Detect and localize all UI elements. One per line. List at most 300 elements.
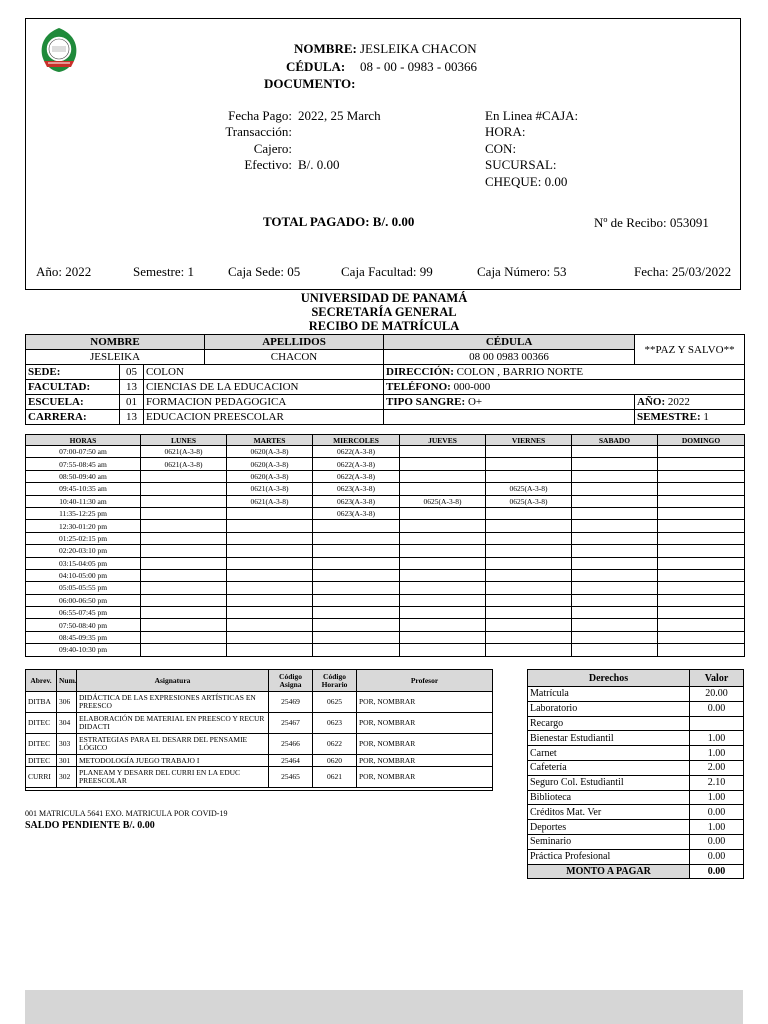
schedule-cell <box>486 607 572 619</box>
schedule-cell <box>313 582 400 594</box>
fee-value: 0.00 <box>690 701 744 716</box>
schedule-cell <box>400 470 486 482</box>
schedule-cell <box>658 582 745 594</box>
subject-header: Código Horario <box>313 670 357 692</box>
saldo-pendiente: SALDO PENDIENTE B/. 0.00 <box>25 820 155 831</box>
fee-value: 1.00 <box>690 746 744 761</box>
fee-row <box>528 746 744 761</box>
schedule-row <box>26 458 745 470</box>
fees-header-derechos: Derechos <box>528 670 690 687</box>
schedule-cell <box>572 619 658 631</box>
schedule-time: 01:25-02:15 pm <box>26 532 141 544</box>
fee-value: 20.00 <box>690 687 744 702</box>
schedule-cell <box>658 520 745 532</box>
schedule-cell <box>572 631 658 643</box>
subject-num: 304 <box>57 713 77 734</box>
schedule-row <box>26 470 745 482</box>
fee-row <box>528 775 744 790</box>
schedule-time: 02:20-03:10 pm <box>26 545 141 557</box>
schedule-row <box>26 644 745 656</box>
schedule-cell: 0625(A-3-8) <box>486 483 572 495</box>
title-secretaria: SECRETARÍA GENERAL <box>311 305 457 319</box>
schedule-header: MIERCOLES <box>313 435 400 446</box>
schedule-cell <box>572 644 658 656</box>
subject-abrev: DITEC <box>26 734 57 755</box>
escuela-value: FORMACION PEDAGOGICA <box>144 395 384 410</box>
schedule-cell: 0621(A-3-8) <box>141 446 227 458</box>
schedule-row <box>26 507 745 519</box>
schedule-cell <box>141 607 227 619</box>
schedule-time: 06:55-07:45 pm <box>26 607 141 619</box>
schedule-row <box>26 446 745 458</box>
fee-name: Seguro Col. Estudiantil <box>528 775 690 790</box>
schedule-cell <box>400 582 486 594</box>
schedule-time: 08:50-09:40 am <box>26 470 141 482</box>
telefono-label: TELÉFONO: <box>386 381 451 393</box>
fee-value <box>690 716 744 731</box>
sede-label: SEDE: <box>26 365 120 380</box>
schedule-cell <box>227 594 313 606</box>
schedule-cell <box>658 545 745 557</box>
header-nombre: NOMBRE <box>26 335 205 350</box>
matricula-note: 001 MATRICULA 5641 EXO. MATRICULA POR COVID-19 <box>25 809 228 818</box>
schedule-time: 06:00-06:50 pm <box>26 594 141 606</box>
schedule-time: 05:05-05:55 pm <box>26 582 141 594</box>
sangre-label: TIPO SANGRE: <box>386 396 466 408</box>
subject-abrev: DITEC <box>26 713 57 734</box>
schedule-cell <box>486 520 572 532</box>
schedule-cell <box>227 532 313 544</box>
subject-profesor: POR, NOMBRAR <box>357 767 493 788</box>
carrera-code: 13 <box>120 410 144 425</box>
schedule-cell <box>486 545 572 557</box>
hora-label: HORA: <box>485 124 526 139</box>
schedule-cell <box>313 532 400 544</box>
subject-codigo-asigna: 25467 <box>269 713 313 734</box>
schedule-cell <box>486 582 572 594</box>
schedule-row <box>26 607 745 619</box>
subject-abrev: CURRI <box>26 767 57 788</box>
schedule-cell <box>400 507 486 519</box>
schedule-cell <box>141 594 227 606</box>
schedule-time: 03:15-04:05 pm <box>26 557 141 569</box>
title-university: UNIVERSIDAD DE PANAMÁ <box>300 291 468 305</box>
schedule-row <box>26 483 745 495</box>
fee-name: Créditos Mat. Ver <box>528 805 690 820</box>
schedule-row <box>26 594 745 606</box>
subject-asignatura: DIDÁCTICA DE LAS EXPRESIONES ARTÍSTICAS EN PREESCO <box>77 692 269 713</box>
schedule-cell: 0622(A-3-8) <box>313 470 400 482</box>
schedule-cell <box>400 483 486 495</box>
subject-asignatura: PLANEAM Y DESARR DEL CURRI EN LA EDUC PREESCOLAR <box>77 767 269 788</box>
subject-header: Num. <box>57 670 77 692</box>
fee-name: Carnet <box>528 746 690 761</box>
schedule-cell <box>400 545 486 557</box>
student-cedula: 08 00 0983 00366 <box>384 350 635 365</box>
cedula-label: CÉDULA: <box>286 59 346 74</box>
schedule-row <box>26 619 745 631</box>
facultad-value: CIENCIAS DE LA EDUCACION <box>144 380 384 395</box>
recibo-number: Nº de Recibo: 053091 <box>594 215 709 230</box>
schedule-cell <box>486 594 572 606</box>
schedule-cell <box>141 557 227 569</box>
schedule-cell <box>658 607 745 619</box>
subject-header: Asignatura <box>77 670 269 692</box>
con-label: CON: <box>485 141 517 156</box>
subject-row <box>26 692 493 713</box>
schedule-cell <box>141 507 227 519</box>
schedule-time: 09:40-10:30 pm <box>26 644 141 656</box>
subject-profesor: POR, NOMBRAR <box>357 755 493 767</box>
schedule-header: VIERNES <box>486 435 572 446</box>
schedule-cell: 0622(A-3-8) <box>313 446 400 458</box>
anio-label: AÑO: <box>637 396 666 408</box>
header-cedula: CÉDULA <box>384 335 635 350</box>
schedule-cell <box>400 458 486 470</box>
subject-codigo-horario: 0621 <box>313 767 357 788</box>
escuela-code: 01 <box>120 395 144 410</box>
schedule-cell <box>400 644 486 656</box>
caja-numero-value: Caja Número: 53 <box>477 264 567 279</box>
fee-value: 0.00 <box>690 834 744 849</box>
subject-num: 303 <box>57 734 77 755</box>
fee-name: Seminario <box>528 834 690 849</box>
schedule-cell <box>313 520 400 532</box>
header-apellidos: APELLIDOS <box>205 335 384 350</box>
schedule-cell <box>227 631 313 643</box>
subject-num: 306 <box>57 692 77 713</box>
schedule-cell <box>658 644 745 656</box>
schedule-time: 04:10-05:00 pm <box>26 569 141 581</box>
schedule-cell <box>141 545 227 557</box>
schedule-cell: 0621(A-3-8) <box>227 483 313 495</box>
subject-abrev: DITEC <box>26 755 57 767</box>
schedule-cell <box>141 532 227 544</box>
schedule-cell <box>313 545 400 557</box>
schedule-header: DOMINGO <box>658 435 745 446</box>
fecha-value: Fecha: 25/03/2022 <box>634 264 732 279</box>
schedule-cell <box>227 520 313 532</box>
efectivo-label: Efectivo: <box>244 157 292 172</box>
subject-row <box>26 767 493 788</box>
schedule-row <box>26 631 745 643</box>
cedula-value: 08 - 00 - 0983 - 00366 <box>360 59 477 74</box>
schedule-cell <box>227 557 313 569</box>
schedule-cell: 0621(A-3-8) <box>227 495 313 507</box>
fee-name: Bienestar Estudiantil <box>528 731 690 746</box>
monto-a-pagar-label: MONTO A PAGAR <box>528 864 690 879</box>
fee-value: 1.00 <box>690 731 744 746</box>
schedule-cell <box>400 446 486 458</box>
schedule-time: 12:30-01:20 pm <box>26 520 141 532</box>
schedule-cell: 0625(A-3-8) <box>400 495 486 507</box>
schedule-cell: 0622(A-3-8) <box>313 458 400 470</box>
schedule-cell: 0620(A-3-8) <box>227 470 313 482</box>
direccion-label: DIRECCIÓN: <box>386 366 454 378</box>
schedule-header: SABADO <box>572 435 658 446</box>
documento-label: DOCUMENTO: <box>264 76 356 91</box>
sucursal-label: SUCURSAL: <box>485 157 557 172</box>
schedule-cell <box>400 520 486 532</box>
schedule-cell <box>313 619 400 631</box>
subject-abrev: DITBA <box>26 692 57 713</box>
schedule-cell <box>658 557 745 569</box>
schedule-cell <box>658 532 745 544</box>
schedule-cell <box>572 594 658 606</box>
schedule-cell <box>572 520 658 532</box>
schedule-cell <box>658 495 745 507</box>
fecha-pago-value: 2022, 25 March <box>298 108 381 123</box>
subject-codigo-asigna: 25466 <box>269 734 313 755</box>
schedule-time: 08:45-09:35 pm <box>26 631 141 643</box>
subject-profesor: POR, NOMBRAR <box>357 734 493 755</box>
schedule-row <box>26 495 745 507</box>
schedule-cell <box>313 594 400 606</box>
fee-row <box>528 834 744 849</box>
paz-y-salvo: **PAZ Y SALVO** <box>635 335 745 365</box>
schedule-cell <box>400 607 486 619</box>
escuela-label: ESCUELA: <box>26 395 120 410</box>
schedule-cell <box>227 507 313 519</box>
schedule-cell <box>400 594 486 606</box>
schedule-cell <box>658 594 745 606</box>
schedule-cell <box>572 582 658 594</box>
fee-row <box>528 731 744 746</box>
schedule-cell: 0623(A-3-8) <box>313 495 400 507</box>
schedule-time: 07:55-08:45 am <box>26 458 141 470</box>
title-recibo: RECIBO DE MATRÍCULA <box>308 319 460 333</box>
subject-asignatura: ELABORACIÓN DE MATERIAL EN PREESCO Y RECUR DIDACTI <box>77 713 269 734</box>
subject-codigo-horario: 0623 <box>313 713 357 734</box>
schedule-cell <box>313 569 400 581</box>
schedule-cell <box>572 470 658 482</box>
schedule-cell <box>572 507 658 519</box>
fees-table <box>527 669 744 879</box>
schedule-cell <box>658 569 745 581</box>
subject-asignatura: METODOLOGÍA JUEGO TRABAJO I <box>77 755 269 767</box>
semestre-value: Semestre: 1 <box>133 264 195 279</box>
schedule-cell <box>227 569 313 581</box>
schedule-cell <box>658 631 745 643</box>
subject-codigo-asigna: 25469 <box>269 692 313 713</box>
schedule-cell <box>658 446 745 458</box>
schedule-row <box>26 557 745 569</box>
schedule-cell <box>658 619 745 631</box>
monto-a-pagar-value: 0.00 <box>690 864 744 879</box>
schedule-cell <box>572 483 658 495</box>
fee-name: Recargo <box>528 716 690 731</box>
subject-codigo-horario: 0625 <box>313 692 357 713</box>
footer-band <box>25 990 743 1024</box>
schedule-cell <box>658 507 745 519</box>
fee-row <box>528 805 744 820</box>
schedule-cell <box>141 520 227 532</box>
total-pagado: TOTAL PAGADO: B/. 0.00 <box>263 214 415 229</box>
fee-value: 0.00 <box>690 805 744 820</box>
schedule-time: 07:00-07:50 am <box>26 446 141 458</box>
fee-row <box>528 760 744 775</box>
schedule-cell <box>572 569 658 581</box>
schedule-cell <box>141 495 227 507</box>
subject-profesor: POR, NOMBRAR <box>357 692 493 713</box>
schedule-cell <box>141 582 227 594</box>
schedule-cell <box>572 446 658 458</box>
semestre-label: SEMESTRE: <box>637 411 701 423</box>
schedule-cell <box>658 483 745 495</box>
schedule-time: 09:45-10:35 am <box>26 483 141 495</box>
schedule-cell <box>486 507 572 519</box>
subject-asignatura: ESTRATEGIAS PARA EL DESARR DEL PENSAMIE LÓGICO <box>77 734 269 755</box>
schedule-cell <box>227 545 313 557</box>
schedule-header: MARTES <box>227 435 313 446</box>
fecha-pago-label: Fecha Pago: <box>228 108 292 123</box>
carrera-value: EDUCACION PREESCOLAR <box>144 410 384 425</box>
schedule-cell <box>486 644 572 656</box>
university-seal-icon <box>34 25 84 75</box>
fee-value: 2.00 <box>690 760 744 775</box>
subject-row <box>26 713 493 734</box>
schedule-cell <box>658 458 745 470</box>
schedule-cell <box>486 619 572 631</box>
fee-name: Cafetería <box>528 760 690 775</box>
caja-sede-value: Caja Sede: 05 <box>228 264 301 279</box>
schedule-cell <box>486 532 572 544</box>
carrera-label: CARRERA: <box>26 410 120 425</box>
fee-name: Biblioteca <box>528 790 690 805</box>
schedule-cell <box>572 532 658 544</box>
subject-row <box>26 734 493 755</box>
sede-value: COLON <box>144 365 384 380</box>
schedule-cell <box>313 644 400 656</box>
schedule-cell <box>400 631 486 643</box>
schedule-cell <box>141 470 227 482</box>
fee-value: 1.00 <box>690 790 744 805</box>
document-titles <box>0 291 768 333</box>
schedule-cell: 0620(A-3-8) <box>227 458 313 470</box>
schedule-cell <box>400 532 486 544</box>
schedule-cell <box>572 495 658 507</box>
subject-row <box>26 755 493 767</box>
cajero-label: Cajero: <box>253 141 292 156</box>
schedule-row <box>26 569 745 581</box>
en-linea-caja: En Linea #CAJA: <box>485 108 579 123</box>
schedule-cell <box>141 631 227 643</box>
schedule-cell <box>400 569 486 581</box>
facultad-code: 13 <box>120 380 144 395</box>
schedule-cell: 0625(A-3-8) <box>486 495 572 507</box>
subjects-table <box>25 669 493 791</box>
schedule-cell <box>572 545 658 557</box>
schedule-cell <box>313 557 400 569</box>
schedule-cell <box>400 619 486 631</box>
schedule-cell <box>227 644 313 656</box>
schedule-row <box>26 532 745 544</box>
schedule-cell <box>141 619 227 631</box>
fee-row <box>528 820 744 835</box>
schedule-cell: 0621(A-3-8) <box>141 458 227 470</box>
subject-codigo-horario: 0622 <box>313 734 357 755</box>
subject-codigo-horario: 0620 <box>313 755 357 767</box>
fee-row <box>528 716 744 731</box>
telefono-value: 000-000 <box>453 381 491 393</box>
schedule-cell <box>486 631 572 643</box>
subject-num: 301 <box>57 755 77 767</box>
student-nombre: JESLEIKA <box>26 350 205 365</box>
schedule-cell <box>141 569 227 581</box>
direccion-value: COLON , BARRIO NORTE <box>456 366 584 378</box>
nombre-label: NOMBRE: <box>294 41 357 56</box>
anio-value: Año: 2022 <box>36 264 92 279</box>
caja-facultad-value: Caja Facultad: 99 <box>341 264 433 279</box>
fee-row <box>528 849 744 864</box>
subject-codigo-asigna: 25464 <box>269 755 313 767</box>
cheque-value: CHEQUE: 0.00 <box>485 174 568 189</box>
fee-name: Deportes <box>528 820 690 835</box>
schedule-cell <box>486 446 572 458</box>
subject-header: Profesor <box>357 670 493 692</box>
schedule-cell <box>313 607 400 619</box>
fee-name: Práctica Profesional <box>528 849 690 864</box>
schedule-cell <box>141 483 227 495</box>
fees-header-valor: Valor <box>690 670 744 687</box>
subject-header: Código Asigna <box>269 670 313 692</box>
payment-box <box>25 18 741 290</box>
schedule-row <box>26 520 745 532</box>
anio-info-value: 2022 <box>667 396 690 408</box>
fee-row <box>528 790 744 805</box>
schedule-cell <box>486 557 572 569</box>
schedule-cell <box>400 557 486 569</box>
schedule-cell <box>486 569 572 581</box>
fee-name: Matrícula <box>528 687 690 702</box>
schedule-cell <box>141 644 227 656</box>
schedule-header: LUNES <box>141 435 227 446</box>
subject-header: Abrev. <box>26 670 57 692</box>
schedule-time: 07:50-08:40 pm <box>26 619 141 631</box>
fee-row <box>528 701 744 716</box>
sangre-value: O+ <box>467 396 483 408</box>
fee-value: 2.10 <box>690 775 744 790</box>
fee-name: Laboratorio <box>528 701 690 716</box>
schedule-row <box>26 582 745 594</box>
schedule-cell: 0620(A-3-8) <box>227 446 313 458</box>
schedule-cell: 0623(A-3-8) <box>313 483 400 495</box>
schedule-cell <box>227 582 313 594</box>
schedule-cell <box>572 607 658 619</box>
sede-code: 05 <box>120 365 144 380</box>
student-apellidos: CHACON <box>205 350 384 365</box>
schedule-header: HORAS <box>26 435 141 446</box>
semestre-info-value: 1 <box>703 411 709 423</box>
nombre-value: JESLEIKA CHACON <box>360 41 477 56</box>
fee-value: 0.00 <box>690 849 744 864</box>
schedule-cell <box>227 607 313 619</box>
schedule-cell <box>227 619 313 631</box>
fee-row <box>528 687 744 702</box>
schedule-cell <box>658 470 745 482</box>
schedule-cell <box>313 631 400 643</box>
schedule-time: 11:35-12:25 pm <box>26 507 141 519</box>
facultad-label: FACULTAD: <box>26 380 120 395</box>
schedule-cell <box>572 557 658 569</box>
schedule-time: 10:40-11:30 am <box>26 495 141 507</box>
schedule-cell <box>486 470 572 482</box>
fee-value: 1.00 <box>690 820 744 835</box>
subject-profesor: POR, NOMBRAR <box>357 713 493 734</box>
schedule-row <box>26 545 745 557</box>
schedule-header: JUEVES <box>400 435 486 446</box>
schedule-cell <box>572 458 658 470</box>
